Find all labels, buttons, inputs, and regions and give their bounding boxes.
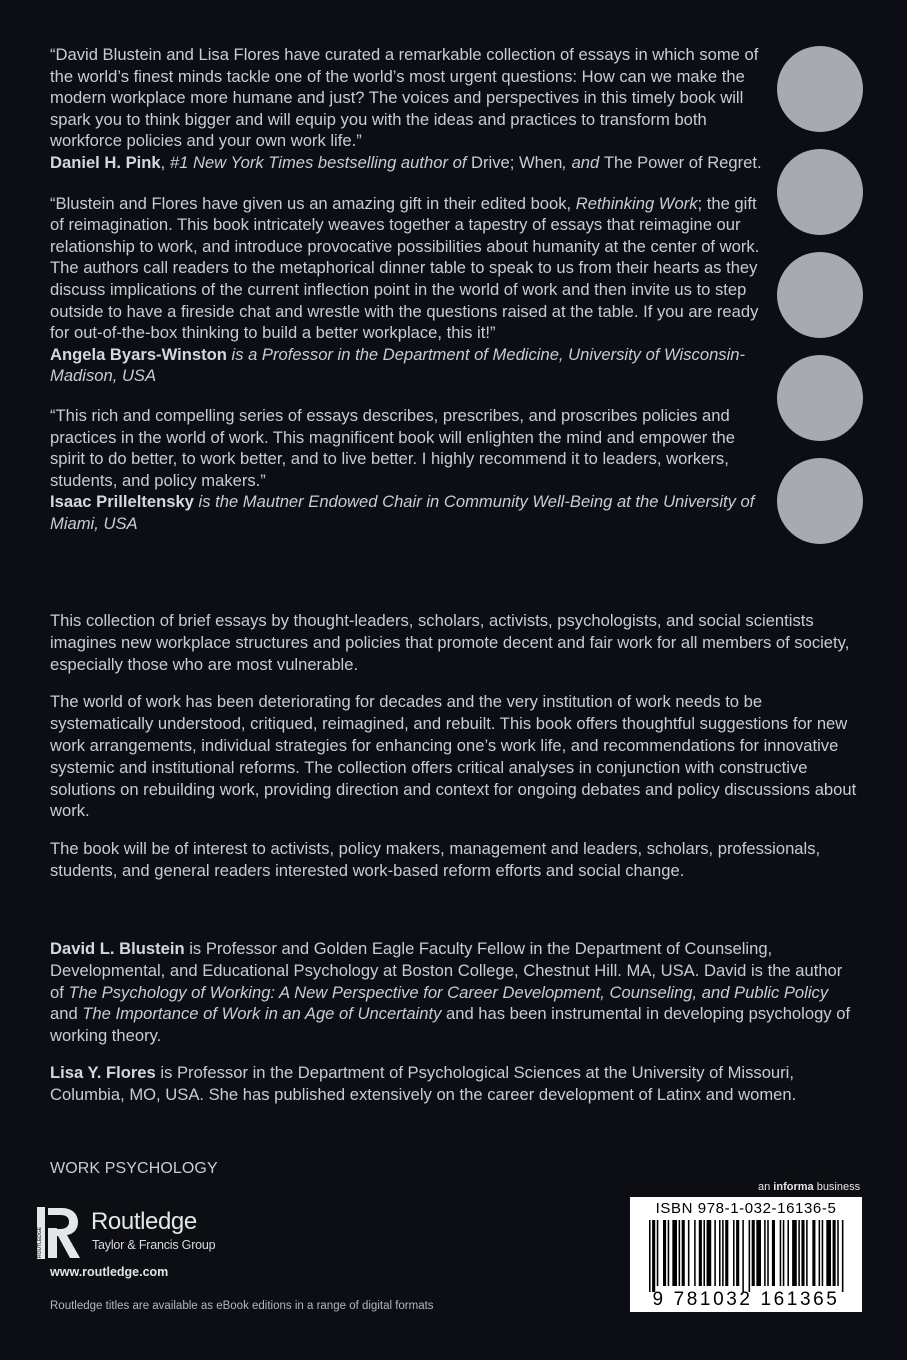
barcode-bar: [833, 1220, 836, 1286]
book-title: Rethinking Work: [575, 193, 698, 213]
informa-business-tag: an informa business: [758, 1181, 861, 1193]
decorative-circle: [777, 458, 863, 544]
barcode-bar: [783, 1220, 785, 1286]
ebook-note: Routledge titles are available as eBook editions in a range of digital formats: [50, 1300, 434, 1312]
barcode-bar: [822, 1220, 824, 1286]
barcode-bar: [749, 1220, 751, 1292]
bio-flores: Lisa Y. Flores is Professor in the Department of Psychological Sciences at the University of Missouri, Columbia, MO, USA. She has published extensively on the career development of Latinx and women.: [50, 1062, 797, 1104]
barcode-bar: [707, 1220, 712, 1286]
barcode-bar: [756, 1220, 761, 1286]
barcode-bar: [772, 1220, 775, 1286]
publisher-website: www.routledge.com: [50, 1265, 169, 1279]
book-title: The Psychology of Working: A New Perspective for Career Development, Counseling, and Public Policy: [68, 982, 829, 1002]
endorsement-attribution: Daniel H. Pink, #1 New York Times bestselling author of Drive; When, and The Power of Regret.: [50, 152, 762, 172]
decorative-circle: [777, 46, 863, 132]
endorsement-attribution: Isaac Prilleltensky is the Mautner Endowed Chair in Community Well-Being at the University of Miami, USA: [50, 492, 755, 533]
publisher-name: Routledge: [91, 1208, 197, 1235]
decorative-circle: [777, 355, 863, 441]
routledge-r-logo-icon: [36, 1206, 82, 1260]
book-description: [50, 610, 860, 882]
routledge-logo: [36, 1206, 256, 1260]
barcode-bar: [672, 1220, 677, 1286]
endorsement-text: “This rich and compelling series of essays describes, prescribes, and proscribes policies and practices in the world of work. This magnificent book will enlighten the mind and empower the spirit to do better, to work better, and to live better. I highly recommend it to leaders, workers, students, and policy makers.”: [50, 405, 735, 490]
barcode-bar: [699, 1220, 702, 1286]
barcode-bar: [798, 1220, 800, 1286]
barcode-bar: [679, 1220, 681, 1286]
editor-bios: [50, 938, 860, 1106]
barcode-bar: [703, 1220, 705, 1286]
barcode-bar: [668, 1220, 670, 1286]
barcode-bar: [780, 1220, 782, 1286]
barcode-bar: [725, 1220, 728, 1286]
barcode-bar: [733, 1220, 735, 1286]
svg-text:ROUTLEDGE: ROUTLEDGE: [37, 1226, 43, 1258]
barcode-bar: [736, 1220, 739, 1286]
barcode-bar: [767, 1220, 769, 1286]
isbn-barcode-box: [630, 1197, 862, 1312]
barcode-bar: [694, 1220, 696, 1286]
editor-name: Lisa Y. Flores: [50, 1062, 156, 1082]
endorsement-byars-winston: “Blustein and Flores have given us an amazing gift in their edited book, Rethinking Work; the gift of reimagination. This book intricately weaves together a tapestry of essays that reimagine our relationship to work, and introduce provocative possibilities about humanity at the center of work. The authors call readers to the metaphorical dinner table to speak to us from their hearts as they discuss implications of the current inflection point in the world of work and then invite us to step outside to have a fireside chat and wrestle with the questions raised at the table. If you are ready for out-of-the-box thinking to build a better workplace, this it!” Angela Byars-Winston is a Professor in the Department of Medicine, University of Wisconsin-Madison, USA: [50, 193, 762, 387]
barcode-bar: [682, 1220, 685, 1286]
barcode-bar: [801, 1220, 804, 1286]
isbn-label: ISBN 978-1-032-16136-5: [655, 1200, 837, 1217]
decorative-circle: [777, 149, 863, 235]
barcode-bar: [657, 1220, 659, 1286]
description-paragraph: The book will be of interest to activists, policy makers, management and leaders, scholars, professionals, students, and general readers interested work-based reform efforts and social change.: [50, 839, 821, 880]
barcode-bar: [837, 1220, 839, 1286]
barcode-bar: [792, 1220, 797, 1286]
book-title: The Importance of Work in an Age of Uncertainty: [82, 1004, 442, 1024]
editor-name: David L. Blustein: [50, 939, 185, 958]
endorser-name: Angela Byars-Winston: [50, 344, 227, 364]
barcode-bar: [719, 1220, 721, 1286]
endorser-name: Daniel H. Pink: [50, 152, 161, 172]
barcode-bar: [688, 1220, 690, 1286]
description-paragraph: The world of work has been deteriorating for decades and the very institution of work needs to be systematically understood, critiqued, reimagined, and rebuilt. This book offers thoughtful suggestions for new work arrangements, individual strategies for enhancing one’s work life, and recommendations for innovative systemic and institutional reforms. The collection offers critical analyses in conjunction with constructive solutions on rebuilding work, providing direction and context for ongoing debates and policy discussions about work.: [50, 692, 857, 821]
barcode-bar: [649, 1220, 651, 1292]
barcode-bar: [752, 1220, 755, 1286]
barcode-bar: [742, 1220, 744, 1292]
endorser-name: Isaac Prilleltensky: [50, 492, 194, 512]
barcode-bar: [652, 1220, 655, 1292]
barcode-bar: [812, 1220, 815, 1286]
subject-category: WORK PSYCHOLOGY: [50, 1160, 218, 1177]
barcode-number: 9 781032 161365: [652, 1289, 840, 1310]
publisher-group: Taylor & Francis Group: [92, 1238, 216, 1252]
informa-brand: informa: [773, 1181, 814, 1193]
endorsement-text: “David Blustein and Lisa Flores have curated a remarkable collection of essays in which some of the world’s finest minds tackle one of the world’s most urgent questions: How can we make the modern workplace more humane and just? The voices and perspectives in this timely book will spark you to think bigger and will equip you with the ideas and practices to transform both workforce policies and your own work life.”: [50, 45, 759, 151]
barcode-bar: [806, 1220, 808, 1286]
barcode-bar: [826, 1220, 831, 1286]
barcode-bar: [722, 1220, 724, 1286]
endorsement-prilleltensky: [50, 405, 762, 535]
barcode-bar: [663, 1220, 666, 1286]
barcode-bar: [787, 1220, 789, 1286]
barcode-bar: [819, 1220, 821, 1286]
barcode-bar: [714, 1220, 716, 1286]
barcode-bar: [842, 1220, 844, 1292]
endorsement-pink: [50, 44, 762, 174]
bio-blustein: David L. Blustein is Professor and Golden Eagle Faculty Fellow in the Department of Counseling, Developmental, and Educational Psychology at Boston College, Chestnut Hill. MA, USA. David is the author of The Psychology of Working: A New Perspective for Career Development, Counseling, and Public Policy and The Importance of Work in an Age of Uncertainty and has been instrumental in developing psychology of working theory.: [50, 939, 851, 1046]
decorative-circle: [777, 252, 863, 338]
endorsements: [50, 44, 762, 534]
barcode-icon: [649, 1220, 845, 1292]
endorsement-attribution: Angela Byars-Winston is a Professor in the Department of Medicine, University of Wisconsin-Madison, USA: [50, 344, 746, 386]
barcode-bar: [764, 1220, 766, 1286]
description-paragraph: This collection of brief essays by thought-leaders, scholars, activists, psychologists, and social scientists imagines new workplace structures and policies that promote decent and fair work for all members of society, especially those who are most vulnerable.: [50, 611, 850, 674]
